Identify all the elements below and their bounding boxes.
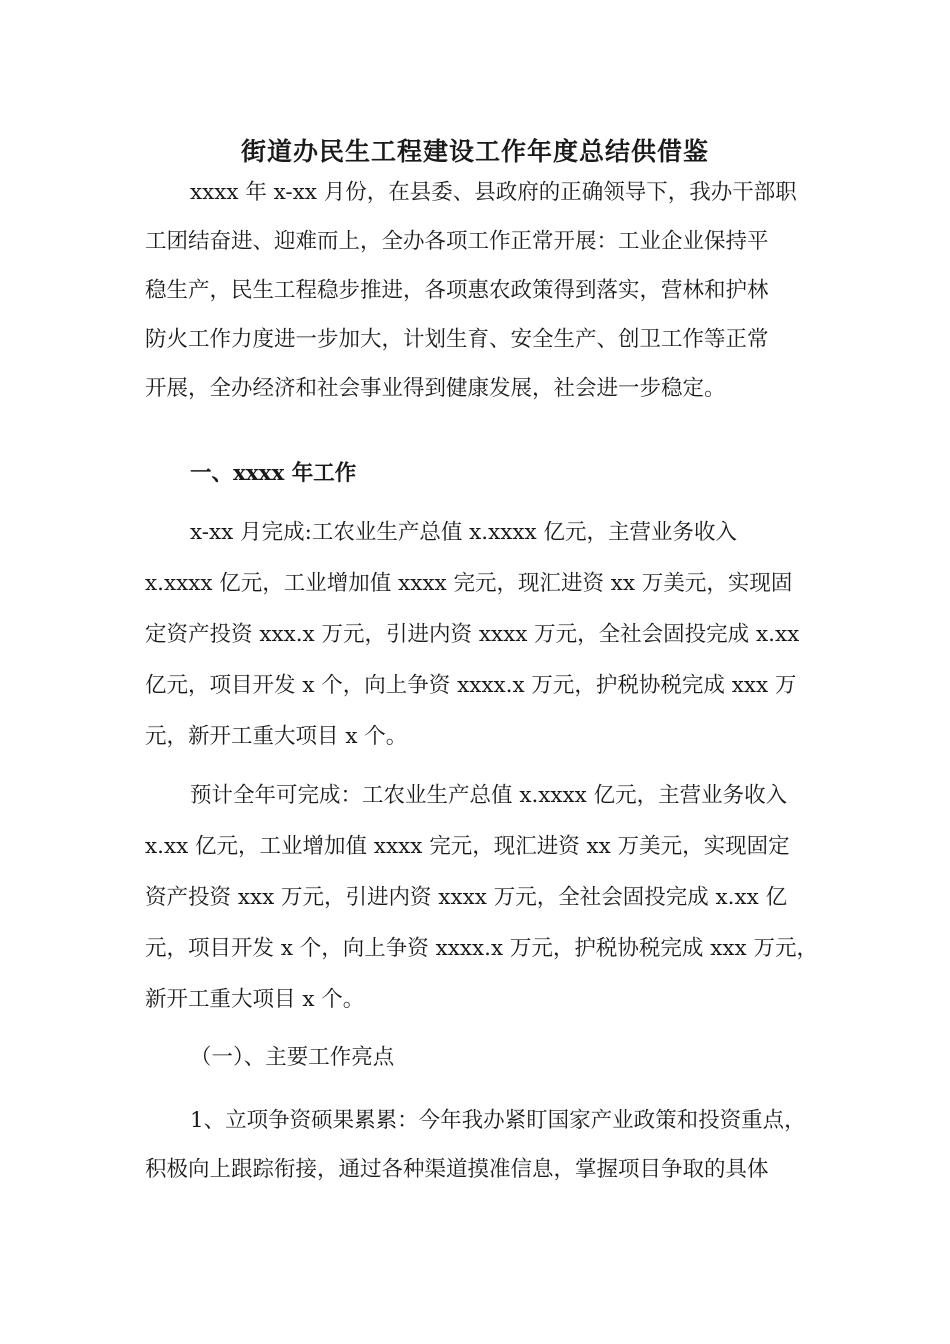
paragraph-line: x-xx 月完成:工农业生产总值 x.xxxx 亿元，主营业务收入 bbox=[190, 520, 737, 545]
section-heading: 一、xxxx 年工作 bbox=[190, 461, 357, 486]
paragraph-line: xxxx 年 x-xx 月份，在县委、县政府的正确领导下，我办干部职 bbox=[190, 180, 797, 205]
paragraph-line: 防火工作力度进一步加大，计划生育、安全生产、创卫工作等正常 bbox=[145, 327, 769, 352]
paragraph-line: 定资产投资 xxx.x 万元，引进内资 xxxx 万元，全社会固投完成 x.xx bbox=[145, 622, 800, 647]
paragraph-line: 积极向上跟踪衔接，通过各种渠道摸准信息，掌握项目争取的具体 bbox=[145, 1157, 769, 1182]
paragraph-line: 1、立项争资硕果累累：今年我办紧盯国家产业政策和投资重点， bbox=[190, 1108, 806, 1133]
paragraph-line: 亿元，项目开发 x 个，向上争资 xxxx.x 万元，护税协税完成 xxx 万 bbox=[145, 673, 797, 698]
paragraph-line: 元，项目开发 x 个，向上争资 xxxx.x 万元，护税协税完成 xxx 万元， bbox=[145, 936, 818, 961]
paragraph-line: 元，新开工重大项目 x 个。 bbox=[145, 724, 408, 749]
paragraph-line: 开展，全办经济和社会事业得到健康发展，社会进一步稳定。 bbox=[145, 376, 726, 401]
paragraph-line: x.xx 亿元，工业增加值 xxxx 完元，现汇进资 xx 万美元，实现固定 bbox=[145, 834, 790, 859]
paragraph-line: x.xxxx 亿元，工业增加值 xxxx 完元，现汇进资 xx 万美元，实现固 bbox=[145, 571, 793, 596]
paragraph-line: 稳生产，民生工程稳步推进，各项惠农政策得到落实，营林和护林 bbox=[145, 278, 769, 303]
paragraph-line: 工团结奋进、迎难而上，全办各项工作正常开展：工业企业保持平 bbox=[145, 229, 769, 254]
subsection-heading: （一）、主要工作亮点 bbox=[190, 1045, 395, 1070]
paragraph-line: 预计全年可完成：工农业生产总值 x.xxxx 亿元，主营业务收入 bbox=[190, 783, 788, 808]
document-title: 街道办民生工程建设工作年度总结供借鉴 bbox=[240, 137, 709, 166]
paragraph-line: 资产投资 xxx 万元，引进内资 xxxx 万元，全社会固投完成 x.xx 亿 bbox=[145, 885, 788, 910]
paragraph-line: 新开工重大项目 x 个。 bbox=[145, 987, 365, 1012]
